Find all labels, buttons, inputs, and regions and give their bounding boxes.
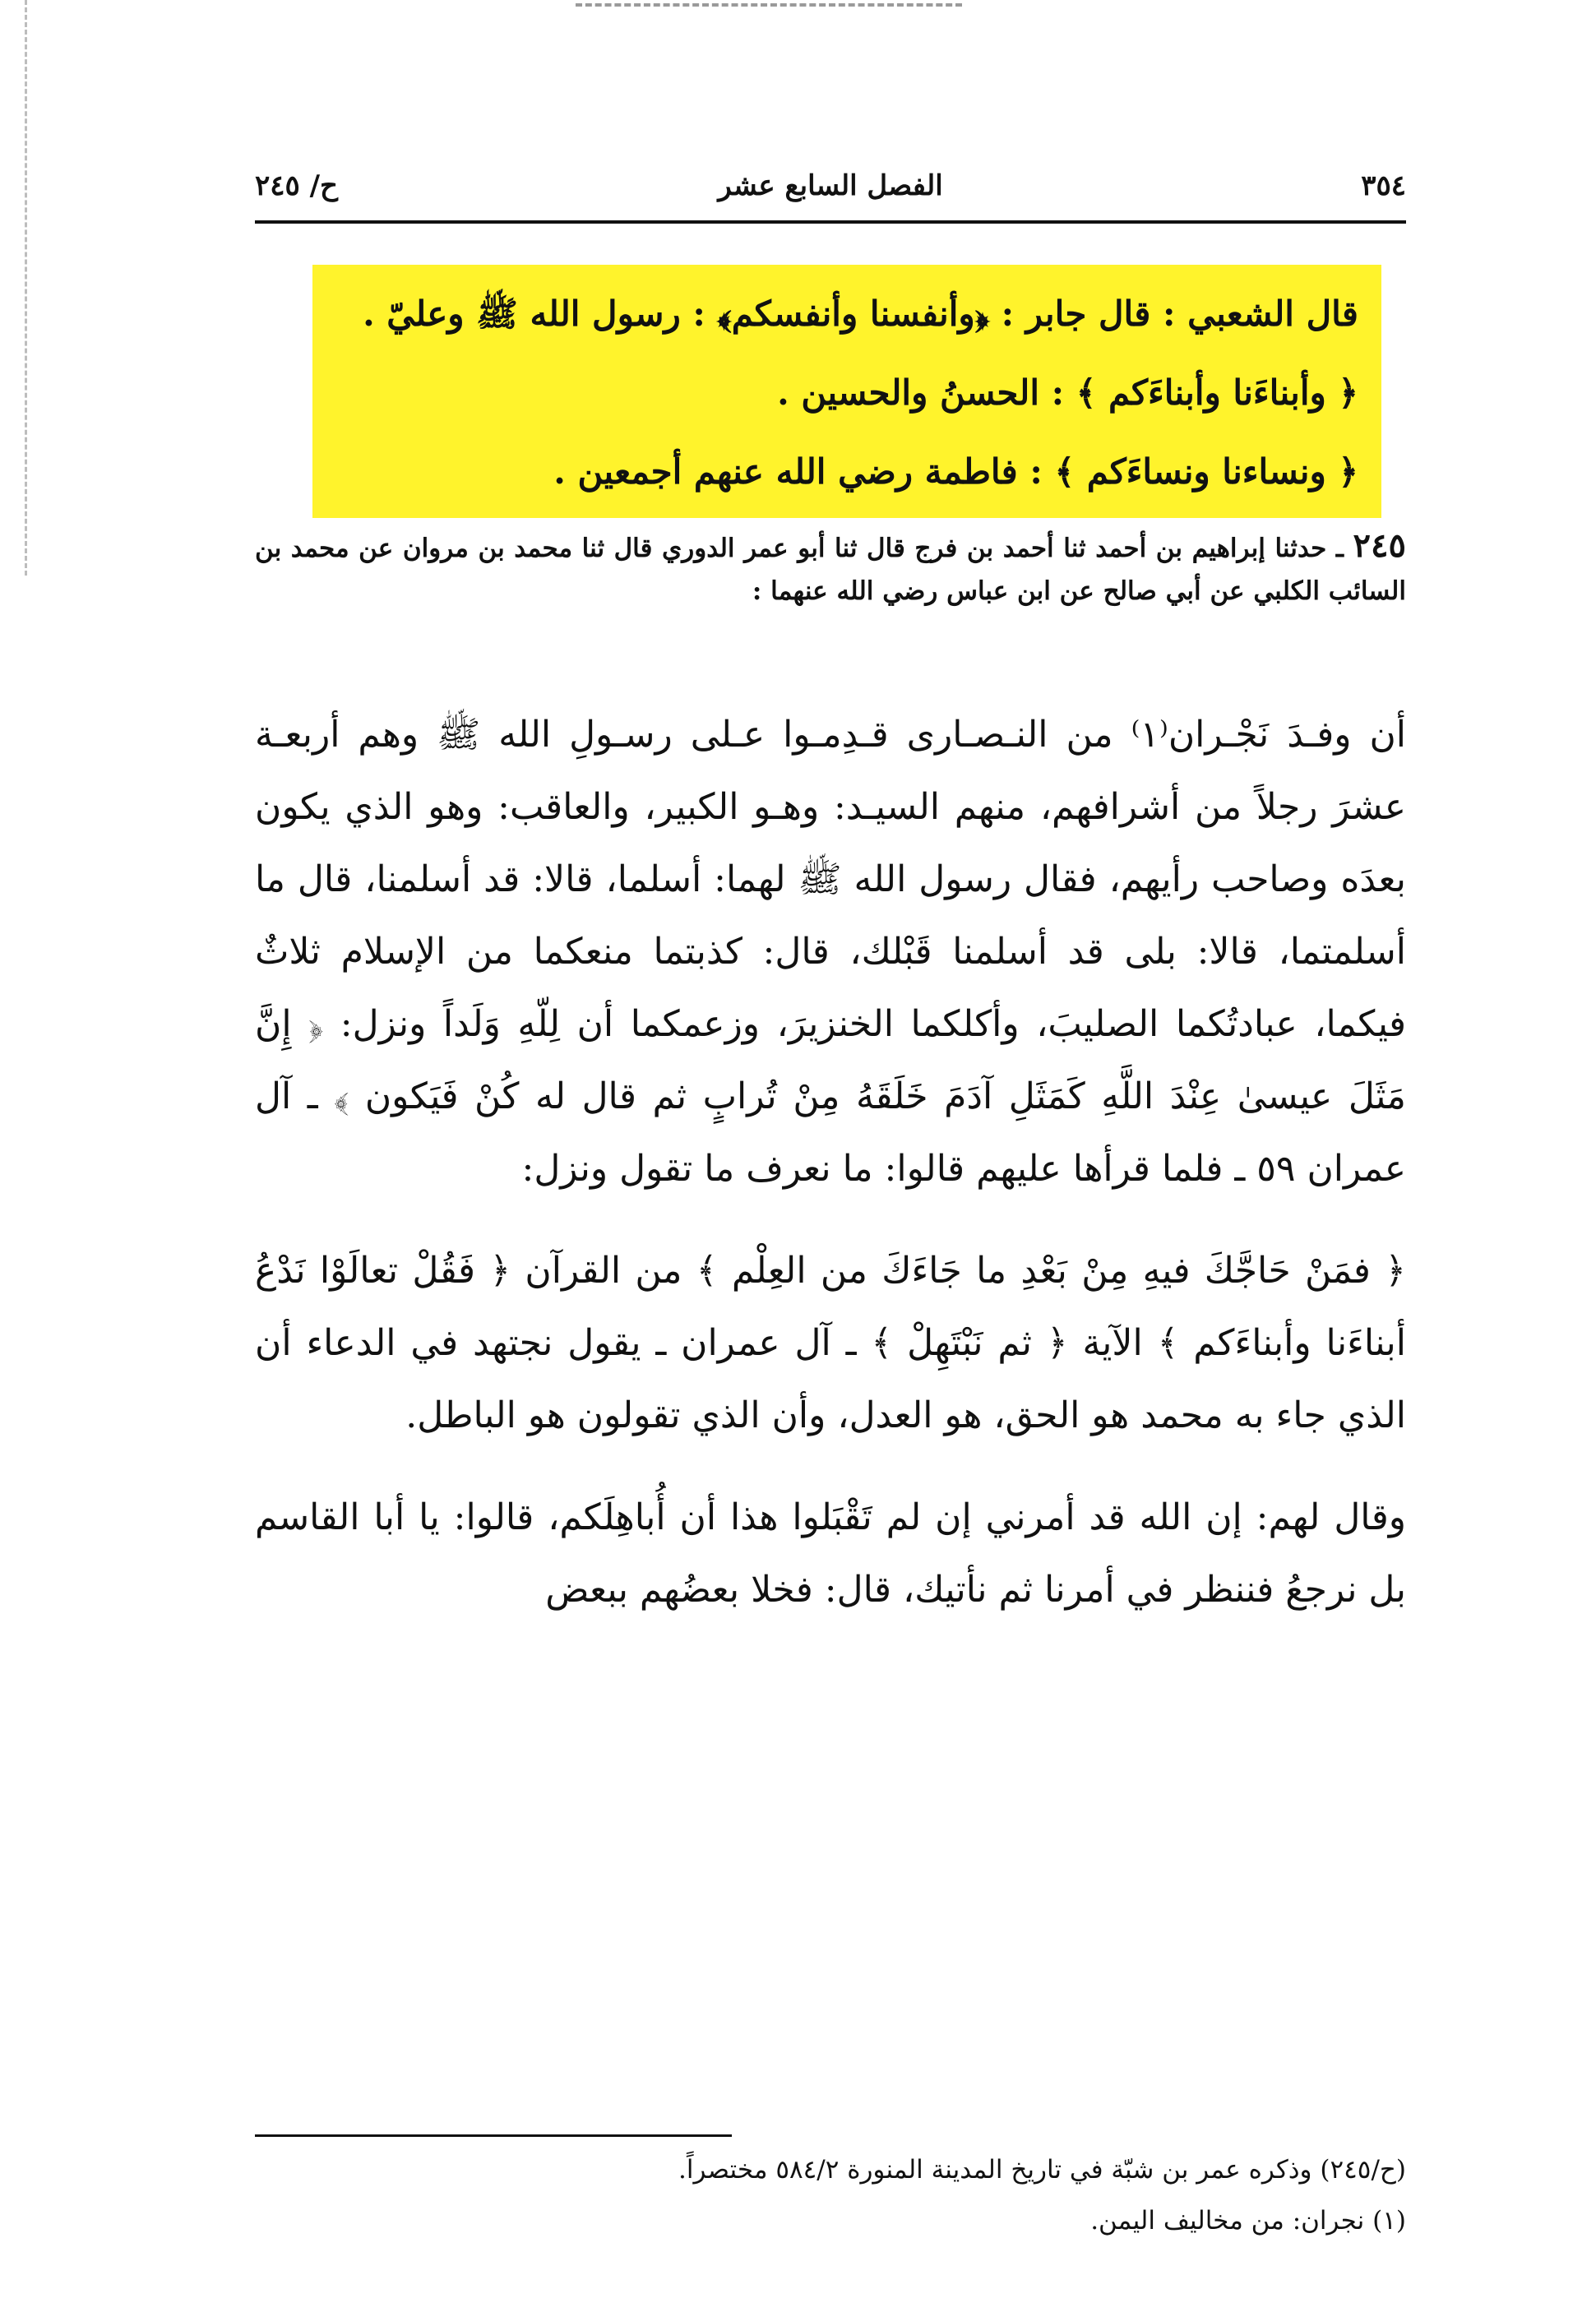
isnad-chain <box>255 525 1406 613</box>
page-number: ٣٥٤ <box>1361 169 1406 202</box>
running-header <box>255 164 1406 214</box>
footnote: (ح/٢٤٥) وذكره عمر بن شبّة في تاريخ المدينة المنورة ٥٨٤/٢ مختصراً. <box>678 2155 1406 2185</box>
footnote: (١) نجران: من مخاليف اليمن. <box>1090 2206 1406 2236</box>
highlighted-passage <box>312 265 1381 518</box>
scan-artifact-dashes <box>576 3 962 23</box>
paragraph: وقال لهم: إن الله قد أمرني إن لم تَقْبَلوا هذا أن أُباهِلَكم، قالوا: يا أبا القاسم بل نرجعُ فننظر في أمرنا ثم نأتيك، قال: فخلا بعضُهم ببعض <box>255 1496 1406 1611</box>
hadith-reference: ح/ ٢٤٥ <box>255 169 338 202</box>
hadith-number: ٢٤٥ <box>1353 526 1406 565</box>
paragraph: أن وفـدَ نَجْـران⁽١⁾ من النـصـارى قـدِمـوا عـلى رسـولِ الله ﷺ وهم أربعـة عشرَ رجلاً من أشرافهم، منهم السيـد: وهـو الكبير، والعاقب: وهو الذي يكون بعدَه وصاحب رأيهم، فقال رسول الله ﷺ لهما: أسلما، قالا: قد أسلمنا، قال ما أسلمتما، قالا: بلى قد أسلمنا قَبْلك، قال: كذبتما منعكما من الإسلام ثلاثٌ فيكما، عبادتُكما الصليبَ، وأكلكما الخنزيرَ، وزعمكما أن لِلّهِ وَلَداً ونزل: ﴿ إِنَّ مَثَلَ عيسىٰ عِنْدَ اللَّهِ كَمَثَلِ آدَمَ خَلَقَهُ مِنْ تُرابٍ ثم قال له كُنْ فَيَكون ﴾ ـ آل عمران ٥٩ ـ فلما قرأها عليهم قالوا: ما نعرف ما تقول ونزل: <box>255 714 1407 1190</box>
header-divider <box>255 220 1406 224</box>
main-text <box>255 699 1406 1656</box>
footnote-divider <box>255 2134 732 2137</box>
scan-artifact-edge <box>25 0 32 576</box>
isnad-text: ـ حدثنا إبراهيم بن أحمد ثنا أحمد بن فرج قال ثنا أبو عمر الدوري قال ثنا محمد بن مروان عن محمد بن السائب الكلبي عن أبي صالح عن ابن عباس رضي الله عنهما : <box>255 534 1406 606</box>
chapter-title: الفصل السابع عشر <box>718 169 943 202</box>
highlight-line: قال الشعبي : قال جابر : ﴿وأنفسنا وأنفسكم﴾ : رسول الله ﷺ وعليّ . <box>363 294 1358 334</box>
highlight-line: ﴿ وأبناءَنا وأبناءَكم ﴾ : الحسنُ والحسين . <box>777 372 1358 413</box>
footnotes <box>255 2144 1406 2246</box>
paragraph: ﴿ فمَنْ حَاجَّكَ فيهِ مِنْ بَعْدِ ما جَاءَكَ من العِلْم ﴾ من القرآن ﴿ فَقُلْ تعالَوْا نَدْعُ أبناءَنا وأبناءَكم ﴾ الآية ﴿ ثم نَبْتَهِلْ ﴾ ـ آل عمران ـ يقول نجتهد في الدعاء أن الذي جاء به محمد هو الحق، هو العدل، وأن الذي تقولون هو الباطل. <box>255 1250 1406 1436</box>
book-page <box>255 164 1407 2236</box>
highlight-line: ﴿ ونساءنا ونساءَكم ﴾ : فاطمة رضي الله عنهم أجمعين . <box>553 451 1358 492</box>
